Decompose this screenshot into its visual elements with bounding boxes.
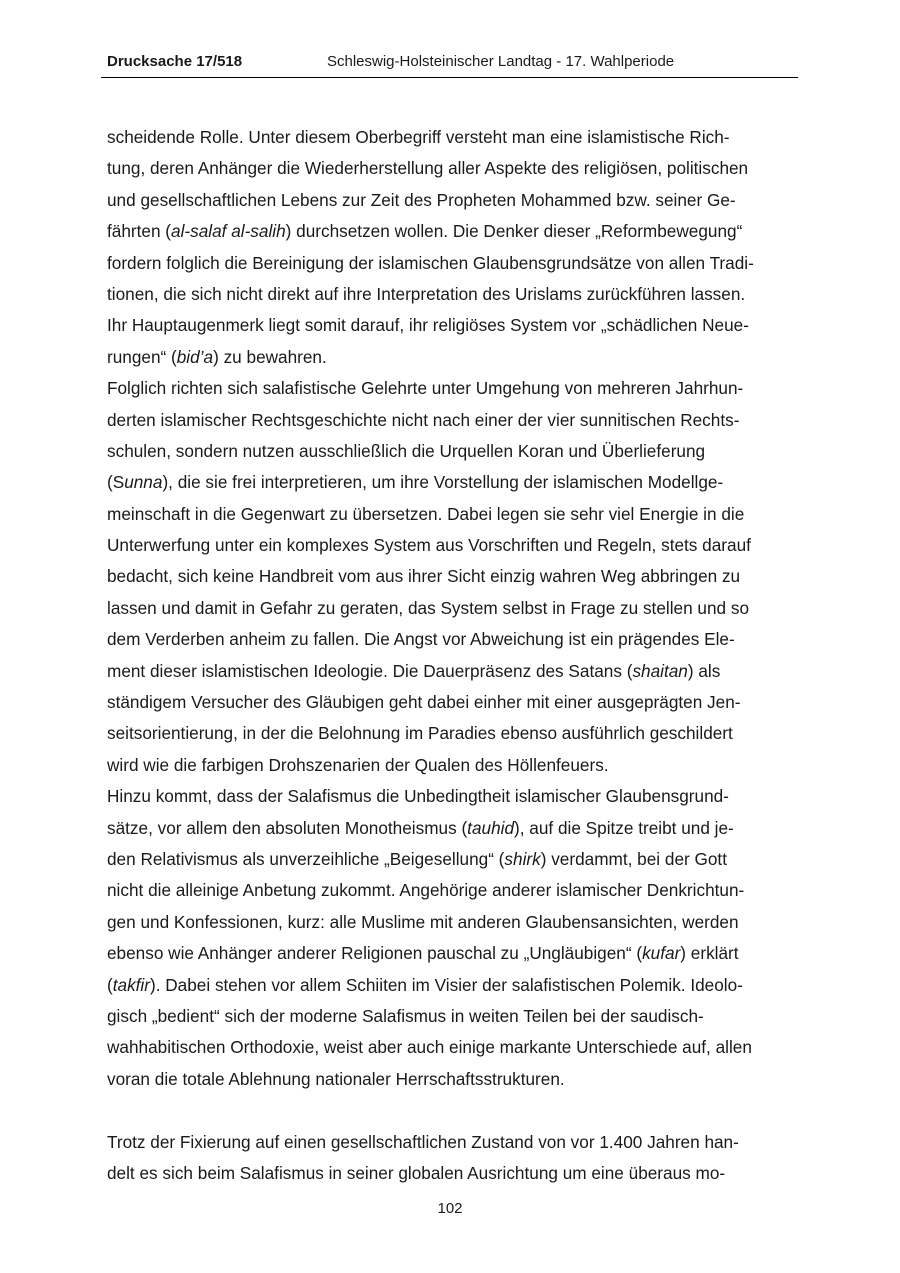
body-text xyxy=(107,122,797,1189)
text-line: delt es sich beim Salafismus in seiner globalen Ausrichtung um eine überaus mo- xyxy=(107,1162,726,1183)
page-header xyxy=(101,50,798,78)
text-line: und gesellschaftlichen Lebens zur Zeit des Propheten Mohammed bzw. seiner Ge- xyxy=(107,189,736,210)
text-line: derten islamischer Rechtsgeschichte nicht nach einer der vier sunnitischen Rechts- xyxy=(107,409,740,430)
paragraph xyxy=(107,373,797,781)
text-line: tionen, die sich nicht direkt auf ihre Interpretation des Urislams zurückführen lassen. xyxy=(107,283,746,304)
text-line: scheidende Rolle. Unter diesem Oberbegriff versteht man eine islamistische Rich- xyxy=(107,127,730,147)
paragraph xyxy=(107,122,797,373)
header-title: Schleswig-Holsteinischer Landtag - 17. Wahlperiode xyxy=(327,53,675,70)
text-line: lassen und damit in Gefahr zu geraten, das System selbst in Frage zu stellen und so xyxy=(107,597,750,618)
text-line: Ihr Hauptaugenmerk liegt somit darauf, ihr religiöses System vor „schädlichen Neue- xyxy=(107,315,749,336)
text-line: tung, deren Anhänger die Wiederherstellung aller Aspekte des religiösen, politischen xyxy=(107,158,749,179)
text-line: seitsorientierung, in der die Belohnung im Paradies ebenso ausführlich geschildert xyxy=(107,723,733,744)
text-line: Unterwerfung unter ein komplexes System aus Vorschriften und Regeln, stets darauf xyxy=(107,535,751,556)
paragraph xyxy=(107,1127,797,1190)
text-line: nicht die alleinige Anbetung zukommt. Angehörige anderer islamischer Denkrichtun- xyxy=(107,880,745,901)
text-line: ment dieser islamistischen Ideologie. Die Dauerpräsenz des Satans (shaitan) als xyxy=(107,660,721,681)
text-line: schulen, sondern nutzen ausschließlich die Urquellen Koran und Überlieferung xyxy=(107,440,706,461)
text-line: fordern folglich die Bereinigung der islamischen Glaubensgrundsätze von allen Tradi- xyxy=(107,252,754,273)
text-line: sätze, vor allem den absoluten Monotheismus (tauhid), auf die Spitze treibt und je- xyxy=(107,817,734,838)
text-line: wahhabitischen Orthodoxie, weist aber auch einige markante Unterschiede auf, allen xyxy=(107,1037,752,1058)
text-line: Trotz der Fixierung auf einen gesellschaftlichen Zustand von vor 1.400 Jahren han- xyxy=(107,1131,739,1152)
text-line: gen und Konfessionen, kurz: alle Muslime mit anderen Glaubensansichten, werden xyxy=(107,911,739,932)
page-number: 102 xyxy=(437,1200,463,1217)
text-line: (takfir). Dabei stehen vor allem Schiiten im Visier der salafistischen Polemik. Ideolo- xyxy=(107,974,743,995)
text-line: (Sunna), die sie frei interpretieren, um ihre Vorstellung der islamischen Modellge- xyxy=(107,472,724,493)
text-line: ebenso wie Anhänger anderer Religionen pauschal zu „Ungläubigen“ (kufar) erklärt xyxy=(107,943,739,964)
text-line: bedacht, sich keine Handbreit vom aus ihrer Sicht einzig wahren Weg abbringen zu xyxy=(107,566,741,587)
text-line: dem Verderben anheim zu fallen. Die Angst vor Abweichung ist ein prägendes Ele- xyxy=(107,629,735,650)
text-line: wird wie die farbigen Drohszenarien der Qualen des Höllenfeuers. xyxy=(107,754,609,775)
document-number: Drucksache 17/518 xyxy=(107,53,243,70)
text-line: voran die totale Ablehnung nationaler Herrschaftsstrukturen. xyxy=(107,1068,565,1089)
text-line: den Relativismus als unverzeihliche „Beigesellung“ (shirk) verdammt, bei der Gott xyxy=(107,848,727,869)
text-line: ständigem Versucher des Gläubigen geht dabei einher mit einer ausgeprägten Jen- xyxy=(107,692,741,713)
text-line: meinschaft in die Gegenwart zu übersetzen. Dabei legen sie sehr viel Energie in die xyxy=(107,503,745,524)
paragraph xyxy=(107,781,797,1095)
paragraph-gap xyxy=(107,1095,797,1126)
text-line: fährten (al-salaf al-salih) durchsetzen wollen. Die Denker dieser „Reformbewegung“ xyxy=(107,221,743,242)
text-line: gisch „bedient“ sich der moderne Salafismus in weiten Teilen bei der saudisch- xyxy=(107,1005,704,1026)
text-line: Folglich richten sich salafistische Gelehrte unter Umgehung von mehreren Jahrhun- xyxy=(107,378,744,399)
text-line: Hinzu kommt, dass der Salafismus die Unbedingtheit islamischer Glaubensgrund- xyxy=(107,786,729,807)
text-line: rungen“ (bid’a) zu bewahren. xyxy=(107,346,327,367)
